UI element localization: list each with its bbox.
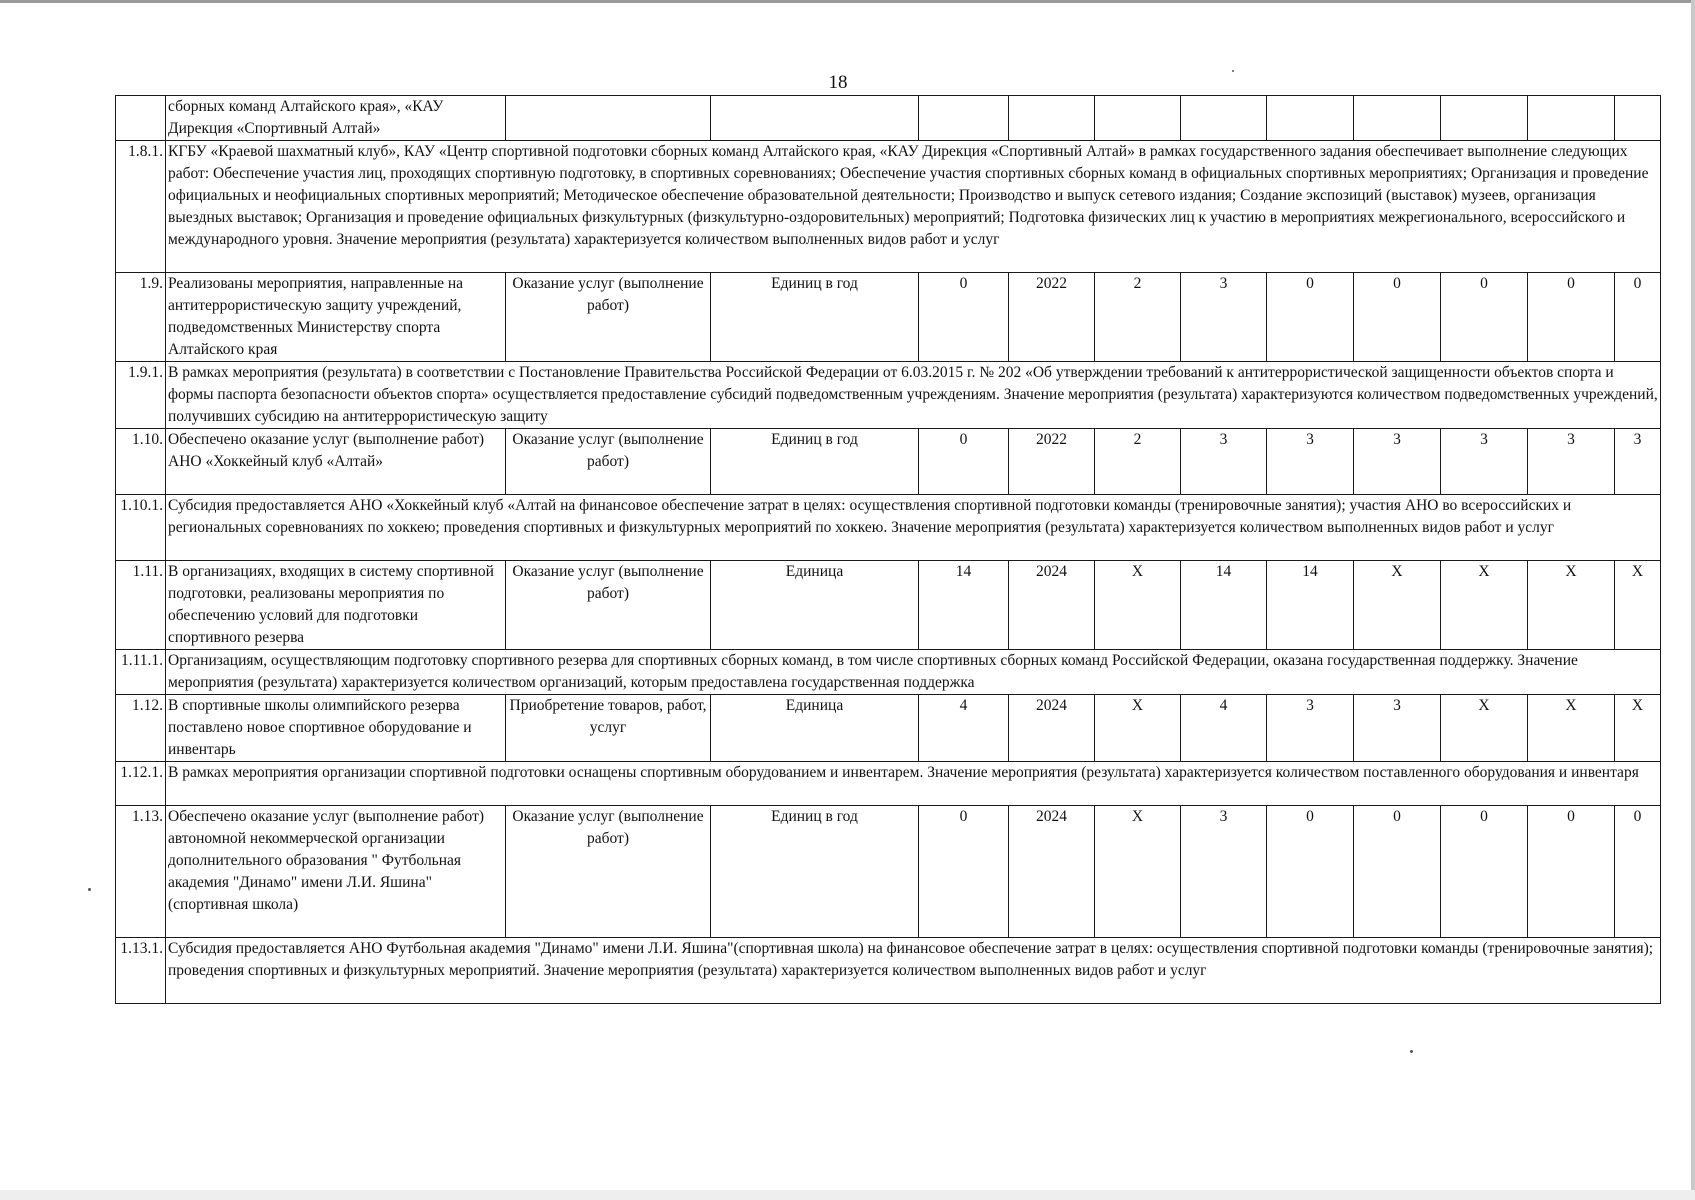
- page-number: 18: [828, 72, 848, 93]
- empty-cell: [1441, 96, 1528, 141]
- base-value-cell: 14: [919, 561, 1009, 650]
- value-cell: 0: [1441, 806, 1528, 938]
- base-value-cell: 0: [919, 429, 1009, 495]
- row-number-cell: 1.13.1.: [116, 938, 166, 1004]
- value-cell: Х: [1441, 561, 1528, 650]
- value-cell: 0: [1267, 273, 1354, 362]
- empty-cell: [711, 96, 919, 141]
- base-value-cell: 0: [919, 273, 1009, 362]
- results-table: [115, 95, 1661, 1004]
- page-right-edge: [1691, 0, 1695, 1200]
- table-row: [116, 96, 1661, 141]
- result-type-cell: Приобретение товаров, работ, услуг: [506, 695, 711, 762]
- value-cell: 14: [1181, 561, 1267, 650]
- row-number-cell: [116, 96, 166, 141]
- row-number-cell: 1.12.: [116, 695, 166, 762]
- result-name-cell: В организациях, входящих в систему спортивной подготовки, реализованы мероприятия по обеспечению условий для подготовки спортивного резерва: [166, 561, 506, 650]
- page-bottom-edge: [0, 1190, 1695, 1200]
- row-number-cell: 1.9.1.: [116, 362, 166, 429]
- result-name-cell: сборных команд Алтайского края», «КАУ Дирекция «Спортивный Алтай»: [166, 96, 506, 141]
- empty-cell: [1181, 96, 1267, 141]
- unit-cell: Единиц в год: [711, 429, 919, 495]
- result-type-cell: Оказание услуг (выполнение работ): [506, 273, 711, 362]
- base-year-cell: 2022: [1009, 429, 1095, 495]
- value-cell: 3: [1267, 695, 1354, 762]
- row-number-cell: 1.11.: [116, 561, 166, 650]
- description-row: [116, 650, 1661, 695]
- result-type-cell: Оказание услуг (выполнение работ): [506, 561, 711, 650]
- value-cell: 4: [1181, 695, 1267, 762]
- value-cell: 3: [1441, 429, 1528, 495]
- unit-cell: Единица: [711, 695, 919, 762]
- value-cell: 2: [1095, 429, 1181, 495]
- unit-cell: Единица: [711, 561, 919, 650]
- table-row: [116, 429, 1661, 495]
- base-value-cell: 4: [919, 695, 1009, 762]
- value-cell: Х: [1615, 561, 1661, 650]
- empty-cell: [1354, 96, 1441, 141]
- value-cell: 3: [1615, 429, 1661, 495]
- value-cell: 0: [1528, 273, 1615, 362]
- empty-cell: [506, 96, 711, 141]
- value-cell: Х: [1615, 695, 1661, 762]
- value-cell: 0: [1441, 273, 1528, 362]
- base-year-cell: 2024: [1009, 806, 1095, 938]
- result-name-cell: Реализованы мероприятия, направленные на антитеррористическую защиту учреждений, подведомственных Министерству спорта Алтайского края: [166, 273, 506, 362]
- value-cell: 3: [1181, 429, 1267, 495]
- value-cell: 3: [1528, 429, 1615, 495]
- description-text: Субсидия предоставляется АНО «Хоккейный клуб «Алтай на финансовое обеспечение затрат в целях: осуществления спортивной подготовки команды (тренировочные занятия); участия АНО во всероссийских и региональных соревнованиях по хоккею; проведения спортивных и физкультурных мероприятий по хоккею. Значение мероприятия (результата) характеризуется количеством выполненных видов работ и услуг: [166, 495, 1661, 561]
- value-cell: 3: [1267, 429, 1354, 495]
- value-cell: 3: [1354, 695, 1441, 762]
- description-row: [116, 141, 1661, 273]
- value-cell: Х: [1095, 561, 1181, 650]
- result-type-cell: Оказание услуг (выполнение работ): [506, 806, 711, 938]
- empty-cell: [1009, 96, 1095, 141]
- empty-cell: [919, 96, 1009, 141]
- value-cell: 0: [1615, 273, 1661, 362]
- value-cell: 2: [1095, 273, 1181, 362]
- base-value-cell: 0: [919, 806, 1009, 938]
- row-number-cell: 1.12.1.: [116, 762, 166, 806]
- base-year-cell: 2024: [1009, 561, 1095, 650]
- value-cell: Х: [1528, 561, 1615, 650]
- value-cell: 3: [1181, 806, 1267, 938]
- description-row: [116, 362, 1661, 429]
- value-cell: Х: [1095, 695, 1181, 762]
- value-cell: 3: [1354, 429, 1441, 495]
- description-text: Организациям, осуществляющим подготовку спортивного резерва для спортивных сборных команд, в том числе спортивных сборных команд Российской Федерации, оказана государственная поддержку. Значение мероприятия (результата) характеризуется количеством организаций, которым предоставлена государственная поддержка: [166, 650, 1661, 695]
- value-cell: 14: [1267, 561, 1354, 650]
- result-name-cell: В спортивные школы олимпийского резерва поставлено новое спортивное оборудование и инвентарь: [166, 695, 506, 762]
- value-cell: 0: [1615, 806, 1661, 938]
- value-cell: Х: [1354, 561, 1441, 650]
- value-cell: Х: [1095, 806, 1181, 938]
- row-number-cell: 1.10.1.: [116, 495, 166, 561]
- value-cell: Х: [1528, 695, 1615, 762]
- base-year-cell: 2024: [1009, 695, 1095, 762]
- table-row: [116, 695, 1661, 762]
- empty-cell: [1267, 96, 1354, 141]
- empty-cell: [1095, 96, 1181, 141]
- row-number-cell: 1.10.: [116, 429, 166, 495]
- row-number-cell: 1.13.: [116, 806, 166, 938]
- base-year-cell: 2022: [1009, 273, 1095, 362]
- unit-cell: Единиц в год: [711, 273, 919, 362]
- row-number-cell: 1.11.1.: [116, 650, 166, 695]
- row-number-cell: 1.9.: [116, 273, 166, 362]
- result-name-cell: Обеспечено оказание услуг (выполнение работ) АНО «Хоккейный клуб «Алтай»: [166, 429, 506, 495]
- description-row: [116, 762, 1661, 806]
- empty-cell: [1528, 96, 1615, 141]
- result-name-cell: Обеспечено оказание услуг (выполнение работ) автономной некоммерческой организации дополнительного образования " Футбольная академия "Динамо" имени Л.И. Яшина"(спортивная школа): [166, 806, 506, 938]
- value-cell: 3: [1181, 273, 1267, 362]
- row-number-cell: 1.8.1.: [116, 141, 166, 273]
- value-cell: 0: [1354, 273, 1441, 362]
- description-row: [116, 938, 1661, 1004]
- result-type-cell: Оказание услуг (выполнение работ): [506, 429, 711, 495]
- empty-cell: [1615, 96, 1661, 141]
- value-cell: 0: [1267, 806, 1354, 938]
- page-top-edge: [0, 0, 1695, 3]
- table-row: [116, 561, 1661, 650]
- value-cell: 0: [1528, 806, 1615, 938]
- description-text: КГБУ «Краевой шахматный клуб», КАУ «Центр спортивной подготовки сборных команд Алтайского края, «КАУ Дирекция «Спортивный Алтай» в рамках государственного задания обеспечивает выполнение следующих работ: Обеспечение участия лиц, проходящих спортивную подготовку, в спортивных соревнованиях; Обеспечение участия спортивных сборных команд в официальных спортивных мероприятиях; Организация и проведение официальных и неофициальных спортивных мероприятий; Методическое обеспечение образовательной деятельности; Производство и выпуск сетевого издания; Создание экспозиций (выставок) музеев, организация выездных выставок; Организация и проведение официальных физкультурных (физкультурно-оздоровительных) мероприятий; Подготовка физических лиц к участию в мероприятиях межрегионального, всероссийского и международного уровня. Значение мероприятия (результата) характеризуется количеством выполненных видов работ и услуг: [166, 141, 1661, 273]
- description-text: В рамках мероприятия (результата) в соответствии с Постановление Правительства Российской Федерации от 6.03.2015 г. № 202 «Об утверждении требований к антитеррористической защищенности объектов спорта и формы паспорта безопасности объектов спорта» осуществляется предоставление субсидий подведомственным учреждениям. Значение мероприятия (результата) характеризуются количеством подведомственных учреждений, получивших субсидию на антитеррористическую защиту: [166, 362, 1661, 429]
- unit-cell: Единиц в год: [711, 806, 919, 938]
- value-cell: 0: [1354, 806, 1441, 938]
- table-row: [116, 806, 1661, 938]
- scan-speck: [88, 888, 91, 891]
- value-cell: Х: [1441, 695, 1528, 762]
- scan-speck: [1232, 70, 1234, 72]
- description-row: [116, 495, 1661, 561]
- scan-speck: [1410, 1050, 1413, 1053]
- description-text: В рамках мероприятия организации спортивной подготовки оснащены спортивным оборудованием и инвентарем. Значение мероприятия (результата) характеризуется количеством поставленного оборудования и инвентаря: [166, 762, 1661, 806]
- table-row: [116, 273, 1661, 362]
- description-text: Субсидия предоставляется АНО Футбольная академия "Динамо" имени Л.И. Яшина"(спортивная школа) на финансовое обеспечение затрат в целях: осуществления спортивной подготовки команды (тренировочные занятия); проведения спортивных и физкультурных мероприятий. Значение мероприятия (результата) характеризуется количеством выполненных видов работ и услуг: [166, 938, 1661, 1004]
